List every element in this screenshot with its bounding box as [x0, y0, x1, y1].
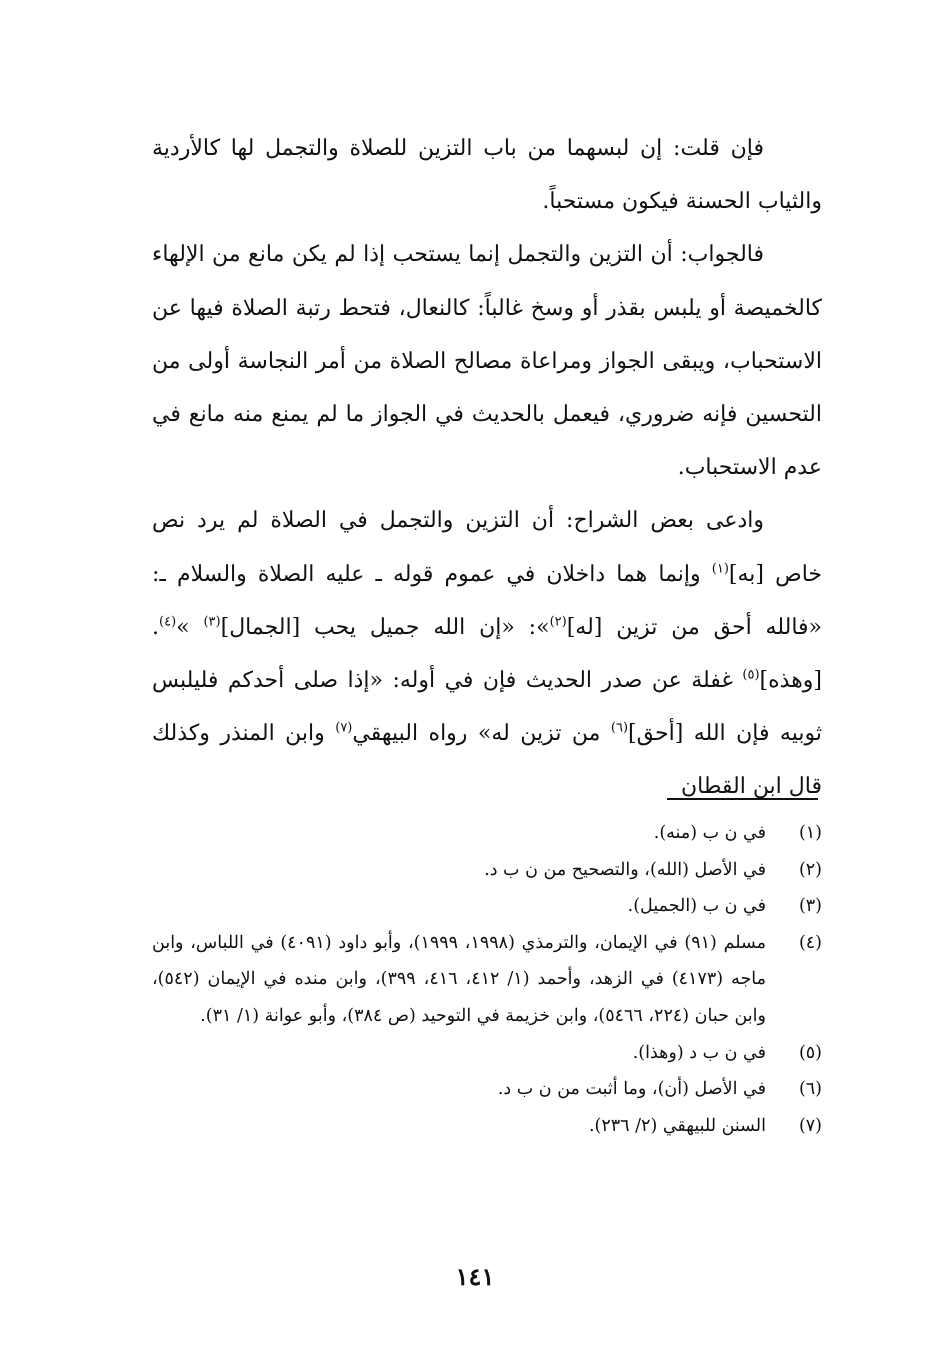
paragraph-text: فإن قلت: إن لبسهما من باب التزين للصلاة والتجمل لها كالأردية والثياب الحسنة فيكون مستحباً. [152, 136, 822, 215]
text-run: » [176, 614, 204, 640]
footnote-item [152, 888, 822, 925]
footnote-ref-1: (١) [711, 561, 729, 577]
paragraph-claim [152, 494, 822, 813]
paragraph-text: فالجواب: أن التزين والتجمل إنما يستحب إذا لم يكن مانع من الإلهاء كالخميصة أو يلبس بقذر أو وسخ غالباً: كالنعال، فتحط رتبة الصلاة فيها عن الاستحباب، ويبقى الجواز ومراعاة مصالح الصلاة من أمر النجاسة أولى من التحسين فإنه ضروري، فيعمل بالحديث في الجواز ما لم يمنع منه مانع في عدم الاستحباب. [152, 242, 822, 481]
paragraph-question [152, 122, 822, 228]
footnote-text: مسلم (٩١) في الإيمان، والترمذي (١٩٩٨، ١٩٩٩)، وأبو داود (٤٠٩١) في اللباس، وابن ماجه (٤١٧٣) في الزهد، وأحمد (١/ ٤١٢، ٤١٦، ٣٩٩)، وابن منده في الإيمان (٥٤٢)، وابن حبان (٢٢٤، ٥٤٦٦)، وابن خزيمة في التوحيد (ص ٣٨٤)، وأبو عوانة (١/ ٣١). [152, 932, 767, 1026]
footnote-number: (٢) [798, 859, 822, 880]
footnote-item [152, 925, 822, 1035]
text-run: وادعى بعض الشراح: أن التزين والتجمل في الصلاة لم يرد نص خاص [به] [152, 508, 823, 587]
page-number: ١٤١ [455, 1262, 495, 1291]
footnote-ref-3: (٣) [203, 614, 221, 630]
footnote-separator [667, 798, 818, 800]
footnote-number: (٧) [798, 1115, 822, 1136]
footnote-ref-2: (٢) [549, 614, 567, 630]
paragraph-answer [152, 228, 822, 494]
text-run: وإنما هما داخلان في عموم قوله ـ عليه الصلاة والسلام ـ: «فالله أحق من تزين [له] [152, 561, 823, 640]
footnote-item [152, 1108, 822, 1145]
footnote-ref-5: (٥) [742, 667, 760, 683]
footnote-number: (٥) [798, 1042, 822, 1063]
text-run: من تزين له» رواه البيهقي [352, 721, 611, 747]
text-run: غفلة عن صدر الحديث فإن في أوله: «إذا صلى أحدكم فليلبس ثوبيه فإن الله [أحق] [152, 668, 822, 747]
footnote-item [152, 815, 822, 852]
footnote-item [152, 1071, 822, 1108]
footnote-number: (٣) [798, 896, 822, 917]
footnote-text: في ن ب (منه). [653, 823, 766, 843]
footnote-text: السنن للبيهقي (٢/ ٢٣٦). [588, 1115, 766, 1136]
text-run: . [وهذه] [152, 614, 822, 694]
footnote-ref-7: (٧) [335, 720, 353, 736]
footnote-ref-6: (٦) [610, 720, 629, 736]
footnote-text: في الأصل (أن)، وما أثبت من ن ب د. [497, 1079, 766, 1100]
footnote-number: (١) [798, 823, 822, 843]
text-run: »: «إن الله جميل يحب [الجمال] [220, 614, 550, 640]
footnote-text: في ن ب د (وهذا). [632, 1042, 766, 1063]
footnote-text: في الأصل (الله)، والتصحيح من ن ب د. [484, 859, 766, 880]
text-run: وابن المنذر وكذلك قال ابن القطان [152, 721, 822, 800]
footnote-item [152, 852, 822, 889]
main-text [152, 122, 822, 814]
footnote-number: (٤) [798, 932, 822, 953]
footnote-item [152, 1035, 822, 1072]
footnotes [152, 815, 822, 1144]
footnote-text: في ن ب (الجميل). [627, 896, 766, 917]
footnote-ref-4: (٤) [159, 614, 177, 630]
footnote-number: (٦) [798, 1079, 822, 1100]
